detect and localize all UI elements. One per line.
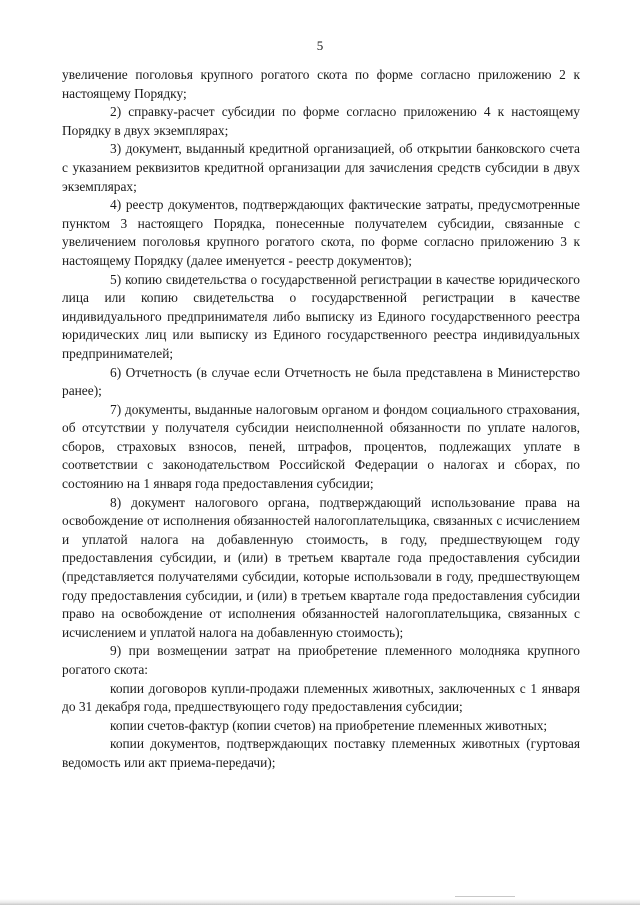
paragraph-subitem-contracts: копии договоров купли-продажи племенных животных, заключенных с 1 января до 31 декабря года, предшествующего году предоставления субсидии; [62,680,580,715]
page-number: 5 [316,38,324,53]
paragraph-item-3: 3) документ, выданный кредитной организацией, об открытии банковского счета с указанием реквизитов кредитной организации для зачисления средств субсидии в двух экземплярах; [62,141,580,194]
paragraph-item-6: 6) Отчетность (в случае если Отчетность не была представлена в Министерство ранее); [62,364,580,399]
paragraph-item-9: 9) при возмещении затрат на приобретение племенного молодняка крупного рогатого скота: [62,643,580,677]
document-body [62,66,580,773]
paragraph-item-2: 2) справку-расчет субсидии по форме согласно приложению 4 к настоящему Порядку в двух экземплярах; [62,104,580,138]
paragraph-item-8: 8) документ налогового органа, подтверждающий использование права на освобождение от исполнения обязанностей налогоплательщика, связанных с исчислением и уплатой налога на добавленную стоимость, в году, предшествующем году предоставления субсидии, и (или) в третьем квартале года предоставления субсидии (представляется получателями субсидии, которые использовали в году, предшествующем году предоставления субсидии, и (или) в третьем квартале года предоставления субсидии право на освобождение от исполнения обязанностей налогоплательщика, связанных с исчислением и уплатой налога на добавленную стоимость); [62,494,580,640]
paragraph-item-5: 5) копию свидетельства о государственной регистрации в качестве юридического лица или копию свидетельства о государственной регистрации в качестве индивидуального предпринимателя либо выписку из Единого государственного реестра юридических лиц или выписку из Единого государственного реестра индивидуальных предпринимателей; [62,271,580,361]
paragraph-item-7: 7) документы, выданные налоговым органом и фондом социального страхования, об отсутствии у получателя субсидии неисполненной обязанности по уплате налогов, сборов, страховых взносов, пеней, штрафов, процентов, подлежащих уплате в соответствии с законодательством Российской Федерации о налогах и сборах, по состоянию на 1 января года предоставления субсидии; [62,401,580,492]
paragraph-subitem-invoices: копии счетов-фактур (копии счетов) на приобретение племенных животных; [110,717,548,733]
scan-bottom-edge [0,899,640,905]
scan-artifact-line [455,896,515,897]
paragraph-item-4: 4) реестр документов, подтверждающих фактические затраты, предусмотренные пунктом 3 настоящего Порядка, понесенные получателем субсидии, связанные с увеличением поголовья крупного рогатого скота, по форме согласно приложению 3 к настоящему Порядку (далее именуется - реестр документов); [62,197,580,268]
paragraph-continuation: увеличение поголовья крупного рогатого скота по форме согласно приложению 2 к настоящему Порядку; [62,67,580,101]
paragraph-subitem-delivery: копии документов, подтверждающих поставку племенных животных (гуртовая ведомость или акт приема-передачи); [62,736,580,770]
